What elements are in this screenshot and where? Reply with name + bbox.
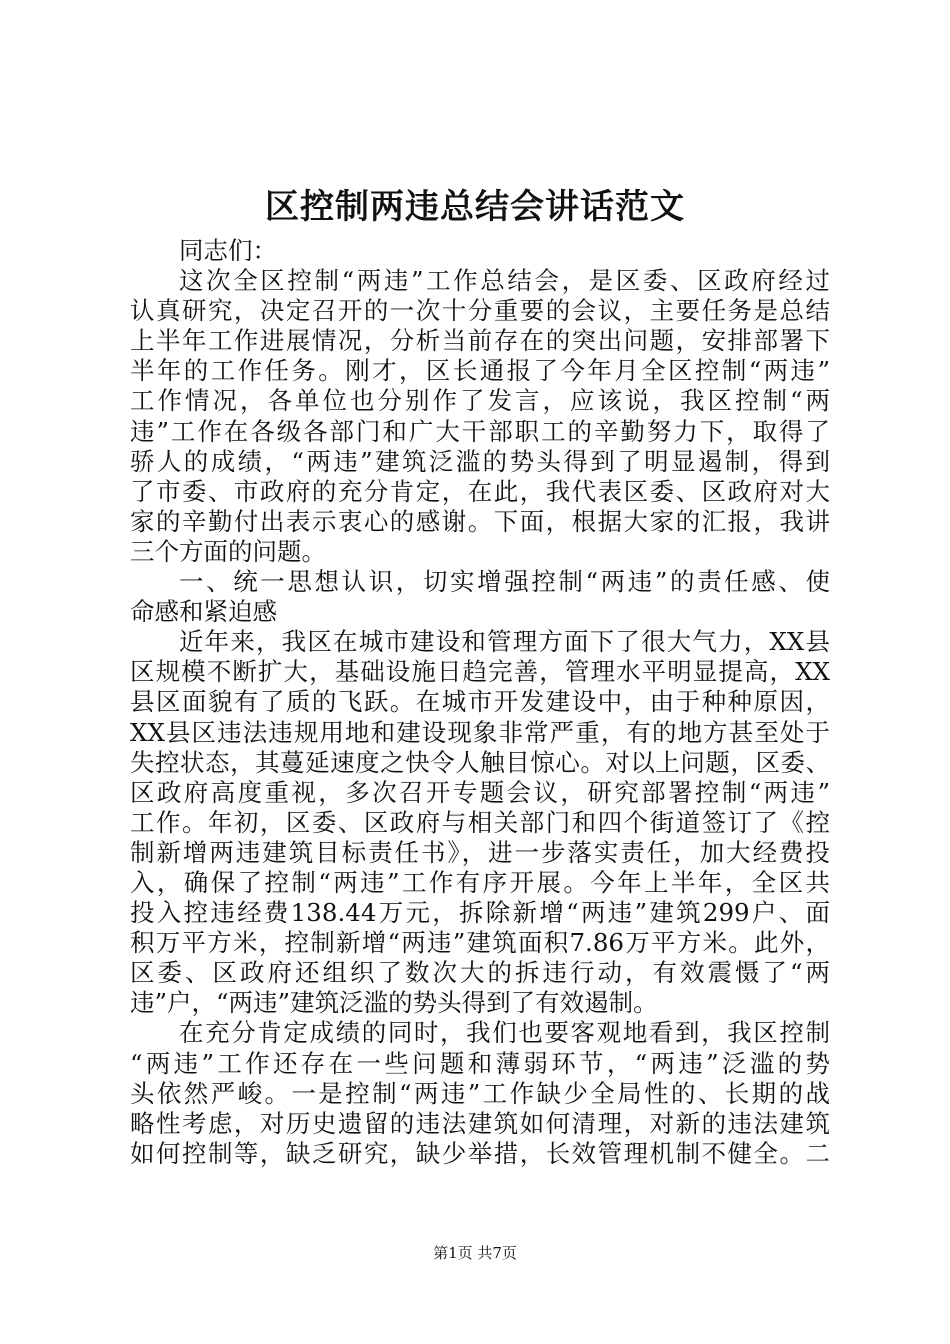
text-line: 如何控制等，缺乏研究，缺少举措，长效管理机制不健全。二 <box>130 1138 830 1168</box>
text-line: 工作。年初，区委、区政府与相关部门和四个街道签订了《控 <box>130 807 830 837</box>
document-title: 区控制两违总结会讲话范文 <box>265 187 685 227</box>
document-body <box>130 236 830 1169</box>
text-line: 略性考虑，对历史遗留的违法建筑如何清理，对新的违法建筑 <box>130 1108 830 1138</box>
text-line: 投入控违经费138.44万元，拆除新增“两违”建筑299户、面 <box>130 898 830 928</box>
text-line: 制新增两违建筑目标责任书》，进一步落实责任，加大经费投 <box>130 837 830 867</box>
text-line: 区规模不断扩大，基础设施日趋完善，管理水平明显提高，XX <box>130 657 830 687</box>
section-heading-line: 命感和紧迫感 <box>130 597 277 627</box>
text-line: 入，确保了控制“两违”工作有序开展。今年上半年，全区共 <box>130 867 830 897</box>
page-footer: 第1页 共7页 <box>433 1244 517 1262</box>
section-heading-line: 一、统一思想认识，切实增强控制“两违”的责任感、使 <box>179 567 830 597</box>
text-line: 区政府高度重视，多次召开专题会议，研究部署控制“两违” <box>130 777 830 807</box>
text-line: 三个方面的问题。 <box>130 536 326 566</box>
text-line: 违”户，“两违”建筑泛滥的势头得到了有效遏制。 <box>130 988 658 1018</box>
text-line: 近年来，我区在城市建设和管理方面下了很大气力，XX县 <box>179 627 830 657</box>
text-line: 工作情况，各单位也分别作了发言，应该说，我区控制“两 <box>130 386 830 416</box>
text-line: 积万平方米，控制新增“两违”建筑面积7.86万平方米。此外， <box>130 928 830 958</box>
text-line: 同志们： <box>179 236 277 265</box>
text-line: 在充分肯定成绩的同时，我们也要客观地看到，我区控制 <box>179 1018 830 1048</box>
text-line: 头依然严峻。一是控制“两违”工作缺少全局性的、长期的战 <box>130 1078 830 1108</box>
text-line: 上半年工作进展情况，分析当前存在的突出问题，安排部署下 <box>130 326 830 356</box>
text-line: “两违”工作还存在一些问题和薄弱环节，“两违”泛滥的势 <box>130 1048 830 1078</box>
text-line: 半年的工作任务。刚才，区长通报了今年月全区控制“两违” <box>130 356 830 386</box>
text-line: 骄人的成绩，“两违”建筑泛滥的势头得到了明显遏制，得到 <box>130 446 830 476</box>
text-line: 失控状态，其蔓延速度之快令人触目惊心。对以上问题，区委、 <box>130 747 830 777</box>
text-line: 区委、区政府还组织了数次大的拆违行动，有效震慑了“两 <box>130 958 830 988</box>
text-line: 违”工作在各级各部门和广大干部职工的辛勤努力下，取得了 <box>130 416 830 446</box>
text-line: XX县区违法违规用地和建设现象非常严重，有的地方甚至处于 <box>130 717 830 747</box>
text-line: 家的辛勤付出表示衷心的感谢。下面，根据大家的汇报，我讲 <box>130 506 830 536</box>
text-line: 这次全区控制“两违”工作总结会，是区委、区政府经过 <box>179 266 830 296</box>
text-line: 认真研究，决定召开的一次十分重要的会议，主要任务是总结 <box>130 296 830 326</box>
text-line: 了市委、市政府的充分肯定，在此，我代表区委、区政府对大 <box>130 476 830 506</box>
text-line: 县区面貌有了质的飞跃。在城市开发建设中，由于种种原因， <box>130 687 830 717</box>
